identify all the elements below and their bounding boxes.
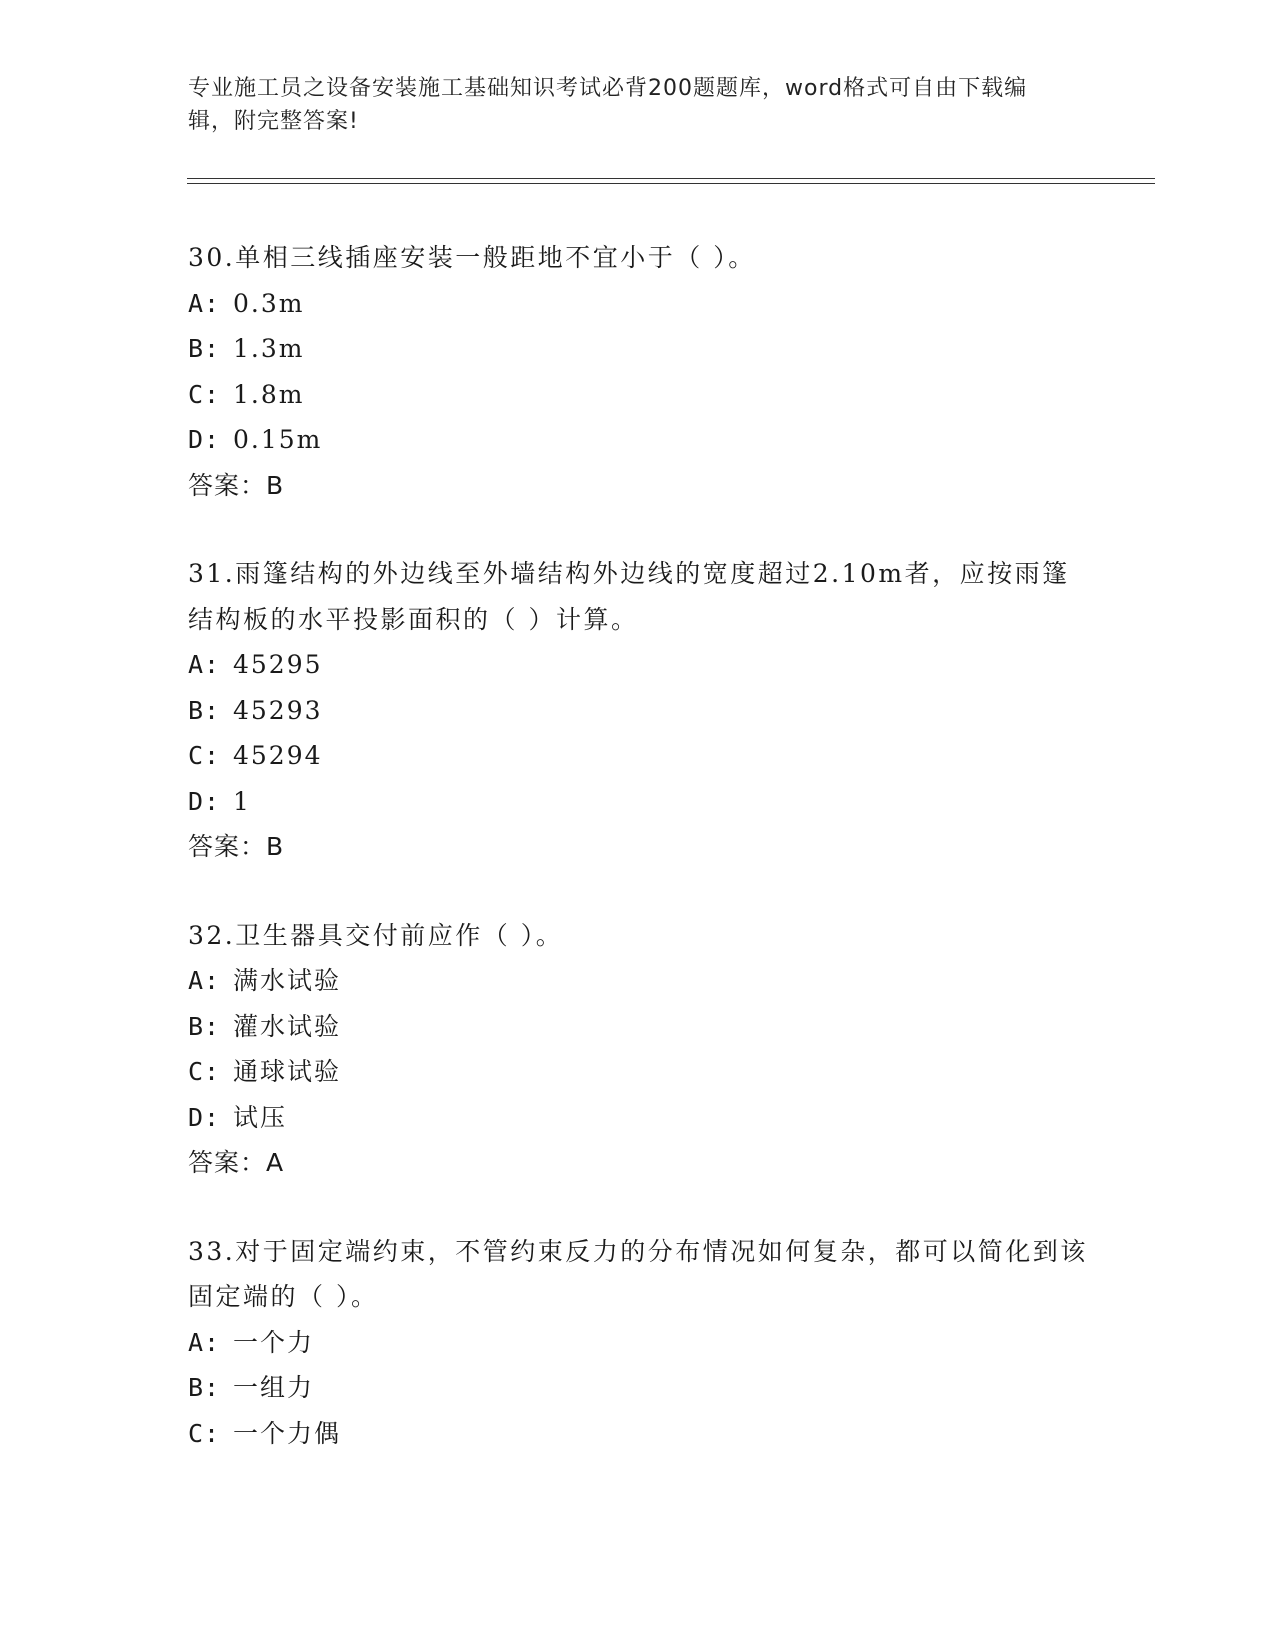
question-32	[188, 913, 1088, 1186]
option-label: A:	[188, 966, 221, 995]
option-value: 一个力偶	[233, 1418, 342, 1448]
option-value: 一个力	[233, 1327, 315, 1357]
option-d	[188, 1095, 1088, 1141]
option-label: A:	[188, 1327, 221, 1357]
option-value: 试压	[233, 1102, 288, 1132]
option-b	[188, 1365, 1088, 1411]
option-b	[188, 688, 1088, 734]
option-label: D:	[188, 425, 221, 454]
option-label: C:	[188, 741, 221, 770]
option-value: 1.3m	[233, 334, 305, 363]
option-value: 0.15m	[233, 425, 323, 454]
answer-text: 答案：B	[188, 832, 285, 861]
option-label: D:	[188, 1102, 221, 1132]
option-label: C:	[188, 1418, 221, 1448]
option-label: B:	[188, 695, 221, 725]
option-a	[188, 281, 1088, 327]
option-b	[188, 326, 1088, 372]
option-value: 满水试验	[233, 966, 342, 995]
option-label: A:	[188, 650, 221, 679]
option-d	[188, 779, 1088, 825]
answer-text: 答案：B	[188, 470, 285, 500]
header-divider-top	[187, 178, 1155, 179]
question-text: 33.对于固定端约束，不管约束反力的分布情况如何复杂，都可以简化到该固定端的（ ）。	[188, 1236, 1088, 1311]
answer-text: 答案：A	[188, 1148, 285, 1177]
question-text: 30.单相三线插座安装一般距地不宜小于（ ）。	[188, 243, 756, 272]
option-label: B:	[188, 334, 221, 363]
option-a	[188, 642, 1088, 688]
option-label: B:	[188, 1373, 221, 1402]
option-b	[188, 1004, 1088, 1050]
option-a	[188, 1320, 1088, 1366]
option-label: D:	[188, 786, 221, 816]
option-value: 一组力	[233, 1373, 315, 1402]
option-c	[188, 1411, 1088, 1457]
question-31	[188, 551, 1088, 870]
header-divider-bottom	[187, 183, 1155, 184]
question-30	[188, 235, 1088, 508]
option-c	[188, 1049, 1088, 1095]
option-label: B:	[188, 1011, 221, 1041]
option-c	[188, 733, 1088, 779]
option-value: 1.8m	[233, 379, 305, 409]
option-value: 灌水试验	[233, 1011, 342, 1041]
option-value: 1	[233, 786, 251, 816]
option-c	[188, 372, 1088, 418]
option-label: C:	[188, 379, 221, 409]
option-value: 45293	[233, 695, 323, 725]
question-text: 31.雨篷结构的外边线至外墙结构外边线的宽度超过2.10m者，应按雨篷结构板的水平投影面积的（ ）计算。	[188, 559, 1070, 634]
option-value: 0.3m	[233, 288, 305, 318]
document-header: 专业施工员之设备安装施工基础知识考试必背200题题库，word格式可自由下载编辑，附完整答案!	[188, 76, 1028, 134]
question-33	[188, 1229, 1088, 1457]
option-d	[188, 417, 1088, 463]
option-value: 45295	[233, 650, 323, 679]
option-value: 45294	[233, 741, 323, 770]
question-list	[188, 235, 1088, 1499]
option-a	[188, 958, 1088, 1004]
option-label: C:	[188, 1057, 221, 1086]
option-label: A:	[188, 288, 221, 318]
option-value: 通球试验	[233, 1057, 342, 1086]
question-text: 32.卫生器具交付前应作（ ）。	[188, 920, 564, 950]
